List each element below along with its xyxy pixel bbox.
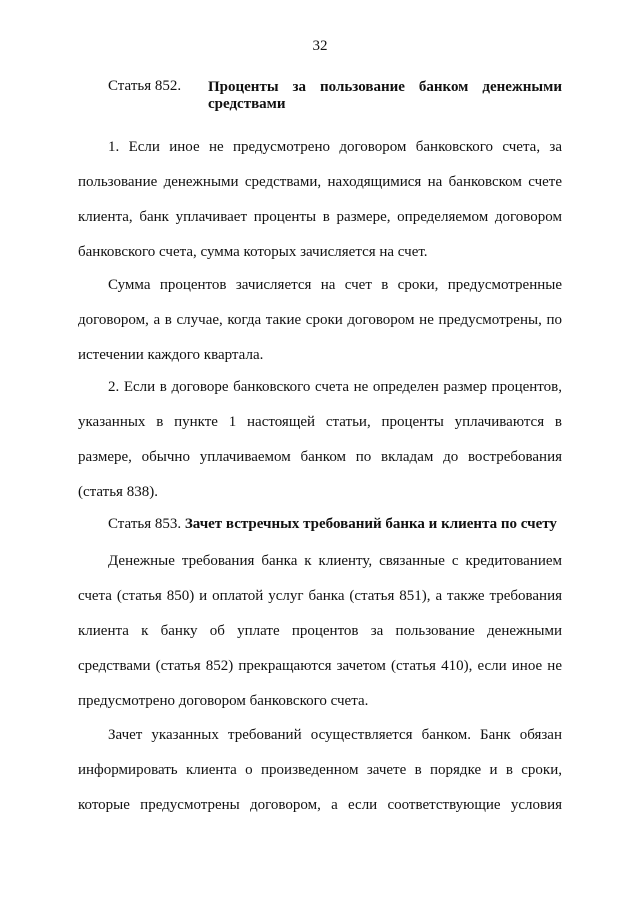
paragraph-2-line: истечении каждого квартала.: [78, 347, 264, 363]
paragraph-2: [78, 268, 562, 373]
paragraph-1: [78, 130, 562, 270]
paragraph-5-line: информировать клиента о произведенном зачете в порядке и в сроки,: [78, 762, 562, 778]
paragraph-3: [78, 370, 562, 510]
paragraph-4-line: счета (статья 850) и оплатой услуг банка (статья 851), а также требования: [78, 588, 562, 604]
paragraph-2-line: договором, а в случае, когда такие сроки договором не предусмотрены, по: [78, 312, 562, 328]
article-852-title-line2: средствами: [208, 96, 286, 112]
paragraph-1-line: 1. Если иное не предусмотрено договором банковского счета, за: [108, 139, 562, 155]
paragraph-1-line: клиента, банк уплачивает проценты в размере, определяемом договором: [78, 209, 562, 225]
paragraph-3-line: указанных в пункте 1 настоящей статьи, проценты уплачиваются в: [78, 414, 562, 430]
paragraph-4-line: Денежные требования банка к клиенту, связанные с кредитованием: [108, 553, 562, 569]
article-852-title-line1: Проценты за пользование банком денежными: [208, 79, 562, 95]
paragraph-1-line: банковского счета, сумма которых зачисляется на счет.: [78, 244, 428, 260]
page-number: 32: [312, 38, 328, 54]
paragraph-5: [78, 718, 562, 823]
article-852-label: Статья 852.: [108, 78, 182, 94]
paragraph-1-line: пользование денежными средствами, находящимися на банковском счете: [78, 174, 562, 190]
paragraph-3-line: 2. Если в договоре банковского счета не определен размер процентов,: [108, 379, 562, 395]
paragraph-4-line: средствами (статья 852) прекращаются зачетом (статья 410), если иное не: [78, 658, 562, 674]
paragraph-4-line: клиента к банку об уплате процентов за пользование денежными: [78, 623, 562, 639]
article-853-heading: [108, 516, 557, 533]
article-853-title: Зачет встречных требований банка и клиента по счету: [184, 516, 557, 532]
paragraph-3-line: размере, обычно уплачиваемом банком по вкладам до востребования: [78, 449, 562, 465]
paragraph-4-line: предусмотрено договором банковского счета.: [78, 693, 369, 709]
article-853-label: Статья 853.: [108, 516, 182, 532]
paragraph-4: [78, 544, 562, 719]
paragraph-5-line: которые предусмотрены договором, а если соответствующие условия: [78, 797, 562, 813]
paragraph-2-line: Сумма процентов зачисляется на счет в сроки, предусмотренные: [108, 277, 562, 293]
paragraph-5-line: Зачет указанных требований осуществляется банком. Банк обязан: [108, 727, 562, 743]
paragraph-3-line: (статья 838).: [78, 484, 158, 500]
